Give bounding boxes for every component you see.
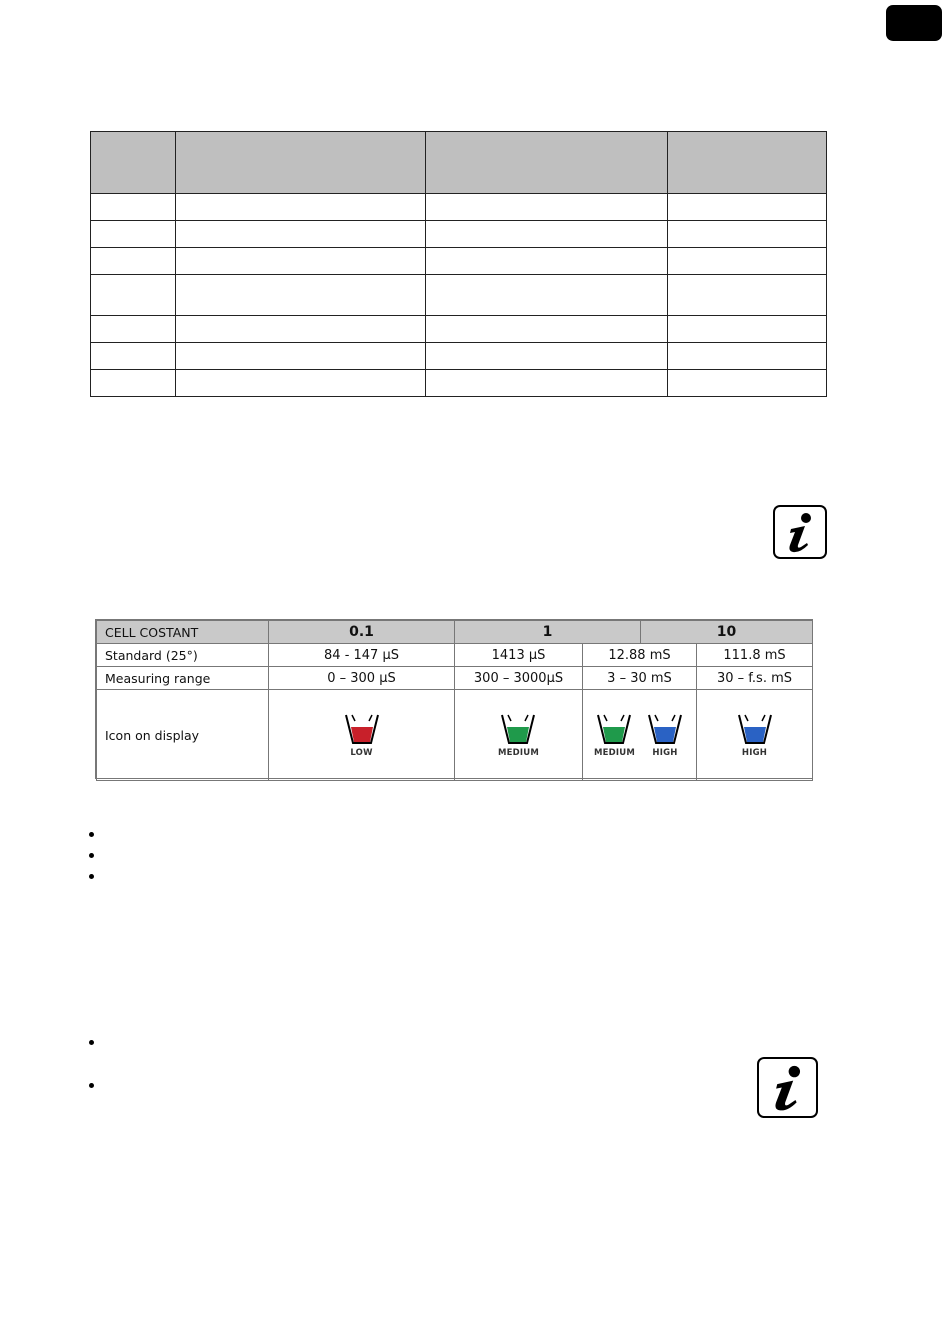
beaker-high-icon bbox=[645, 712, 685, 758]
table-row bbox=[91, 248, 827, 275]
icon-cell bbox=[269, 690, 455, 781]
beaker-high-icon bbox=[735, 712, 775, 758]
cell-constant-header-row bbox=[97, 621, 813, 644]
table-row bbox=[91, 343, 827, 370]
info-icon bbox=[757, 1057, 818, 1118]
page-tab bbox=[886, 5, 942, 41]
range-value: 30 – f.s. mS bbox=[697, 667, 813, 690]
table-header-row bbox=[91, 132, 827, 194]
standard-value: 12.88 mS bbox=[583, 644, 697, 667]
beaker-label: MEDIUM bbox=[497, 748, 540, 758]
table-row bbox=[91, 370, 827, 397]
cell-constant-table bbox=[95, 619, 813, 779]
table-row bbox=[91, 275, 827, 316]
beaker-medium-icon bbox=[594, 712, 635, 758]
standard-value: 84 - 147 µS bbox=[269, 644, 455, 667]
standard-value: 111.8 mS bbox=[697, 644, 813, 667]
beaker-low-icon bbox=[342, 712, 382, 758]
beaker-label: LOW bbox=[350, 748, 373, 758]
info-icon bbox=[773, 505, 827, 559]
standard-value: 1413 µS bbox=[455, 644, 583, 667]
icon-cell bbox=[697, 690, 813, 781]
table-row bbox=[91, 194, 827, 221]
table-row bbox=[91, 316, 827, 343]
empty-data-table bbox=[90, 131, 827, 397]
icon-cell bbox=[455, 690, 583, 781]
beaker-medium-icon bbox=[498, 712, 539, 758]
range-label: Measuring range bbox=[97, 667, 269, 690]
constant-10: 10 bbox=[641, 621, 813, 644]
range-value: 3 – 30 mS bbox=[583, 667, 697, 690]
range-row bbox=[97, 667, 813, 690]
constant-0.1: 0.1 bbox=[269, 621, 455, 644]
range-value: 300 – 3000µS bbox=[455, 667, 583, 690]
cell-constant-label: CELL COSTANT bbox=[97, 621, 269, 644]
standard-label: Standard (25°) bbox=[97, 644, 269, 667]
beaker-label: HIGH bbox=[741, 748, 768, 758]
constant-1: 1 bbox=[455, 621, 641, 644]
table-row bbox=[91, 221, 827, 248]
beaker-label: HIGH bbox=[652, 748, 678, 758]
icon-row bbox=[97, 690, 813, 781]
icon-cell bbox=[583, 690, 697, 781]
standard-row bbox=[97, 644, 813, 667]
range-value: 0 – 300 µS bbox=[269, 667, 455, 690]
beaker-label: MEDIUM bbox=[593, 748, 636, 758]
icon-label: Icon on display bbox=[97, 690, 269, 781]
